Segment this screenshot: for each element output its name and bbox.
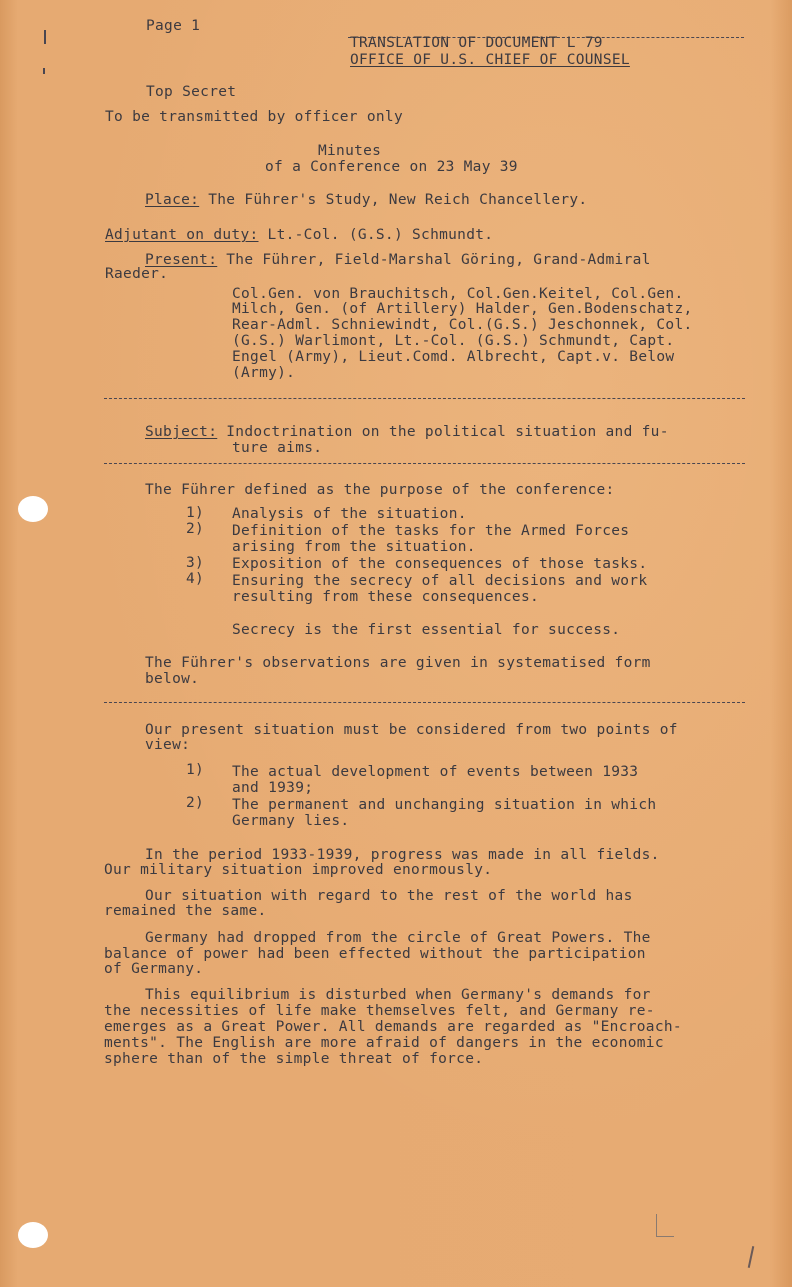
situation-intro: view: xyxy=(145,737,191,753)
paragraph-line: the necessities of life make themselves felt, and Germany re- xyxy=(104,1003,655,1019)
list-number: 2) xyxy=(186,795,205,811)
section-divider xyxy=(104,463,745,464)
attendee-line: (Army). xyxy=(232,365,296,381)
place-label: Place: xyxy=(145,192,200,208)
subject-text: Indoctrination on the political situation and fu- xyxy=(217,424,669,440)
attendee-line: Rear-Adml. Schniewindt, Col.(G.S.) Jeschonnek, Col. xyxy=(232,317,693,333)
place-text: The Führer's Study, New Reich Chancellery. xyxy=(199,192,588,208)
pencil-mark xyxy=(656,1236,674,1237)
paragraph-line: emerges as a Great Power. All demands are regarded as "Encroach- xyxy=(104,1019,682,1035)
list-item: Analysis of the situation. xyxy=(232,506,467,522)
pencil-mark xyxy=(656,1214,657,1236)
section-divider xyxy=(104,398,745,399)
list-item: The actual development of events between 1933 xyxy=(232,764,639,780)
list-number: 1) xyxy=(186,762,205,778)
attendee-line: Col.Gen. von Brauchitsch, Col.Gen.Keitel, Col.Gen. xyxy=(232,286,684,302)
present-line xyxy=(145,253,651,268)
list-number: 1) xyxy=(186,505,205,521)
list-number: 4) xyxy=(186,571,205,587)
punch-hole-bottom xyxy=(18,1222,48,1248)
title-conference: of a Conference on 23 May 39 xyxy=(265,159,518,175)
margin-mark xyxy=(43,68,45,74)
adjutant-label: Adjutant on duty: xyxy=(105,227,259,243)
attendee-line: Milch, Gen. (of Artillery) Halder, Gen.Bodenschatz, xyxy=(232,301,693,317)
observations-line: below. xyxy=(145,671,200,687)
adjutant-text: Lt.-Col. (G.S.) Schmundt. xyxy=(258,227,494,243)
paragraph-line: sphere than of the simple threat of force. xyxy=(104,1051,484,1067)
paragraph-line: Germany had dropped from the circle of Great Powers. The xyxy=(145,930,651,946)
present-label: Present: xyxy=(145,252,218,268)
list-number: 3) xyxy=(186,555,205,571)
list-item: Ensuring the secrecy of all decisions and work xyxy=(232,573,648,589)
present-text: The Führer, Field-Marshal Göring, Grand-Admiral xyxy=(217,252,651,268)
paragraph-line: Our military situation improved enormously. xyxy=(104,862,493,878)
list-item: resulting from these consequences. xyxy=(232,589,540,605)
list-item: and 1939; xyxy=(232,780,314,796)
list-item: Germany lies. xyxy=(232,813,350,829)
section-divider xyxy=(104,702,745,703)
attendee-line: Engel (Army), Lieut.Comd. Albrecht, Capt.v. Below xyxy=(232,349,675,365)
adjutant-line xyxy=(105,228,493,243)
subject-label: Subject: xyxy=(145,424,218,440)
translation-line: TRANSLATION OF DOCUMENT L 79 xyxy=(350,35,603,51)
top-secret: Top Secret xyxy=(146,84,237,100)
title-minutes: Minutes xyxy=(318,143,382,159)
punch-hole-top xyxy=(18,496,48,522)
paragraph-line: of Germany. xyxy=(104,961,204,977)
subject-line xyxy=(145,425,669,440)
present-line-2: Raeder. xyxy=(105,266,169,282)
situation-intro: Our present situation must be considered from two points of xyxy=(145,722,678,738)
list-number: 2) xyxy=(186,521,205,537)
list-item: The permanent and unchanging situation in which xyxy=(232,797,657,813)
purpose-intro: The Führer defined as the purpose of the conference: xyxy=(145,482,615,498)
list-item: Exposition of the consequences of those tasks. xyxy=(232,556,648,572)
paragraph-line: ments". The English are more afraid of dangers in the economic xyxy=(104,1035,664,1051)
pencil-mark xyxy=(748,1246,755,1268)
secrecy-statement: Secrecy is the first essential for success. xyxy=(232,622,621,638)
place-line xyxy=(145,193,587,208)
margin-mark xyxy=(44,30,46,44)
office-line: OFFICE OF U.S. CHIEF OF COUNSEL xyxy=(350,52,630,68)
attendee-line: (G.S.) Warlimont, Lt.-Col. (G.S.) Schmundt, Capt. xyxy=(232,333,675,349)
transmit-note: To be transmitted by officer only xyxy=(105,109,403,125)
paragraph-line: remained the same. xyxy=(104,903,267,919)
page-label: Page 1 xyxy=(146,18,201,34)
subject-line-2: ture aims. xyxy=(232,440,323,456)
paragraph-line: This equilibrium is disturbed when Germany's demands for xyxy=(145,987,651,1003)
paragraph-line: In the period 1933-1939, progress was made in all fields. xyxy=(145,847,660,863)
observations-line: The Führer's observations are given in systematised form xyxy=(145,655,651,671)
paragraph-line: Our situation with regard to the rest of the world has xyxy=(145,888,633,904)
paragraph-line: balance of power had been effected without the participation xyxy=(104,946,646,962)
list-item: arising from the situation. xyxy=(232,539,476,555)
list-item: Definition of the tasks for the Armed Forces xyxy=(232,523,630,539)
